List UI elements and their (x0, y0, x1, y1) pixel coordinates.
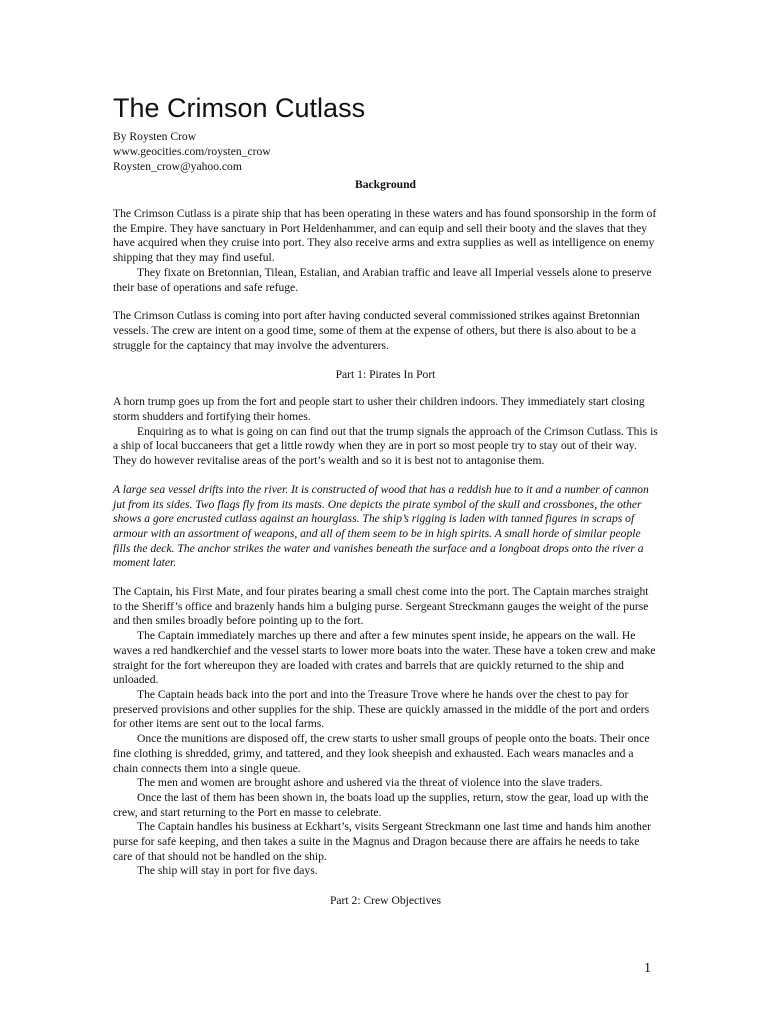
paragraph: The men and women are brought ashore and ushered via the threat of violence into the slave traders. (137, 776, 603, 790)
paragraph: The Captain, his First Mate, and four pirates bearing a small chest come into the port. The Captain marches straight to the Sheriff’s office and brazenly hands him a bulging purse. Sergeant Streckmann gauges the weight of the purse and then smiles broadly before pointing up to the fort. (113, 585, 649, 628)
byline-website: www.geocities.com/roysten_crow (113, 145, 271, 158)
section-heading-part2: Part 2: Crew Objectives (329, 894, 442, 908)
paragraph: A horn trump goes up from the fort and people start to usher their children indoors. They immediately start closing storm shudders and fortifying their homes. (113, 395, 645, 424)
page-number: 1 (644, 961, 651, 976)
paragraph: The Captain heads back into the port and into the Treasure Trove where he hands over the chest to pay for preserved provisions and other supplies for the ship. These are quickly amassed in the middle of the port and orders for other items are sent out to the local farms. (113, 687, 650, 731)
byline-author: By Roysten Crow (113, 130, 197, 143)
paragraph: Once the munitions are disposed off, the crew starts to usher small groups of people onto the boats. Their once fine clothing is shredded, grimy, and tattered, and they look sheepish and exhausted. Each wears manacles and a chain connects them into a single queue. (113, 732, 650, 775)
document-title: The Crimson Cutlass (113, 93, 366, 123)
paragraph: The Captain immediately marches up there and after a few minutes spent inside, he appears on the wall. He waves a red handkerchief and the vessel starts to lower more boats into the water. These have a token crew and make straight for the fort whereupon they are loaded with crates and barrels that are quickly returned to the ship and unloaded. (113, 629, 656, 687)
paragraph: The Crimson Cutlass is a pirate ship that has been operating in these waters and has found sponsorship in the form of the Empire. They have sanctuary in Port Heldenhammer, and can equip and sell their booty and the slaves that they have acquired when they cruise into port. They also receive arms and extra supplies as well as intelligence on enemy shipping that they may find useful. (113, 207, 657, 265)
paragraph: They fixate on Bretonnian, Tilean, Estalian, and Arabian traffic and leave all Imperial vessels alone to preserve their base of operations and safe refuge. (113, 265, 652, 294)
paragraph: Enquiring as to what is going on can find out that the trump signals the approach of the Crimson Cutlass. This is a ship of local buccaneers that get a little rowdy when they are in port so most people try to stay out of their way. They do however revitalise areas of the port’s wealth and so it is best not to antagonise them. (113, 424, 658, 468)
paragraph: The ship will stay in port for five days. (137, 864, 318, 878)
section-heading-part1: Part 1: Pirates In Port (335, 368, 436, 382)
section-heading-background: Background (355, 178, 416, 191)
paragraph: Once the last of them has been shown in, the boats load up the supplies, return, stow the gear, load up with the crew, and start returning to the Port en masse to celebrate. (113, 790, 649, 819)
paragraph: The Captain handles his business at Eckhart’s, visits Sergeant Streckmann one last time and hands him another purse for safe keeping, and then takes a suite in the Magnus and Dragon because there are affairs he needs to take care of that should not be handled on the ship. (113, 820, 651, 863)
document-page (113, 92, 658, 921)
italic-read-aloud-passage: A large sea vessel drifts into the river. It is constructed of wood that has a reddish hue to it and a number of cannon jut from its sides. Two flags fly from its masts. One depicts the pirate symbol of the skull and crossbones, the other shows a gore encrusted cutlass against an hourglass. The ship’s rigging is laden with tanned figures in scraps of armour with an assortment of weapons, and all of them seem to be in high spirits. A small horde of similar people fills the deck. The anchor strikes the water and vanishes beneath the surface and a longboat drops onto the river a moment later. (113, 482, 649, 570)
byline-email: Roysten_crow@yahoo.com (113, 160, 242, 173)
paragraph: The Crimson Cutlass is coming into port after having conducted several commissioned strikes against Bretonnian vessels. The crew are intent on a good time, some of them at the expense of others, but there is also about to be a struggle for the captaincy that may involve the adventurers. (113, 309, 640, 352)
